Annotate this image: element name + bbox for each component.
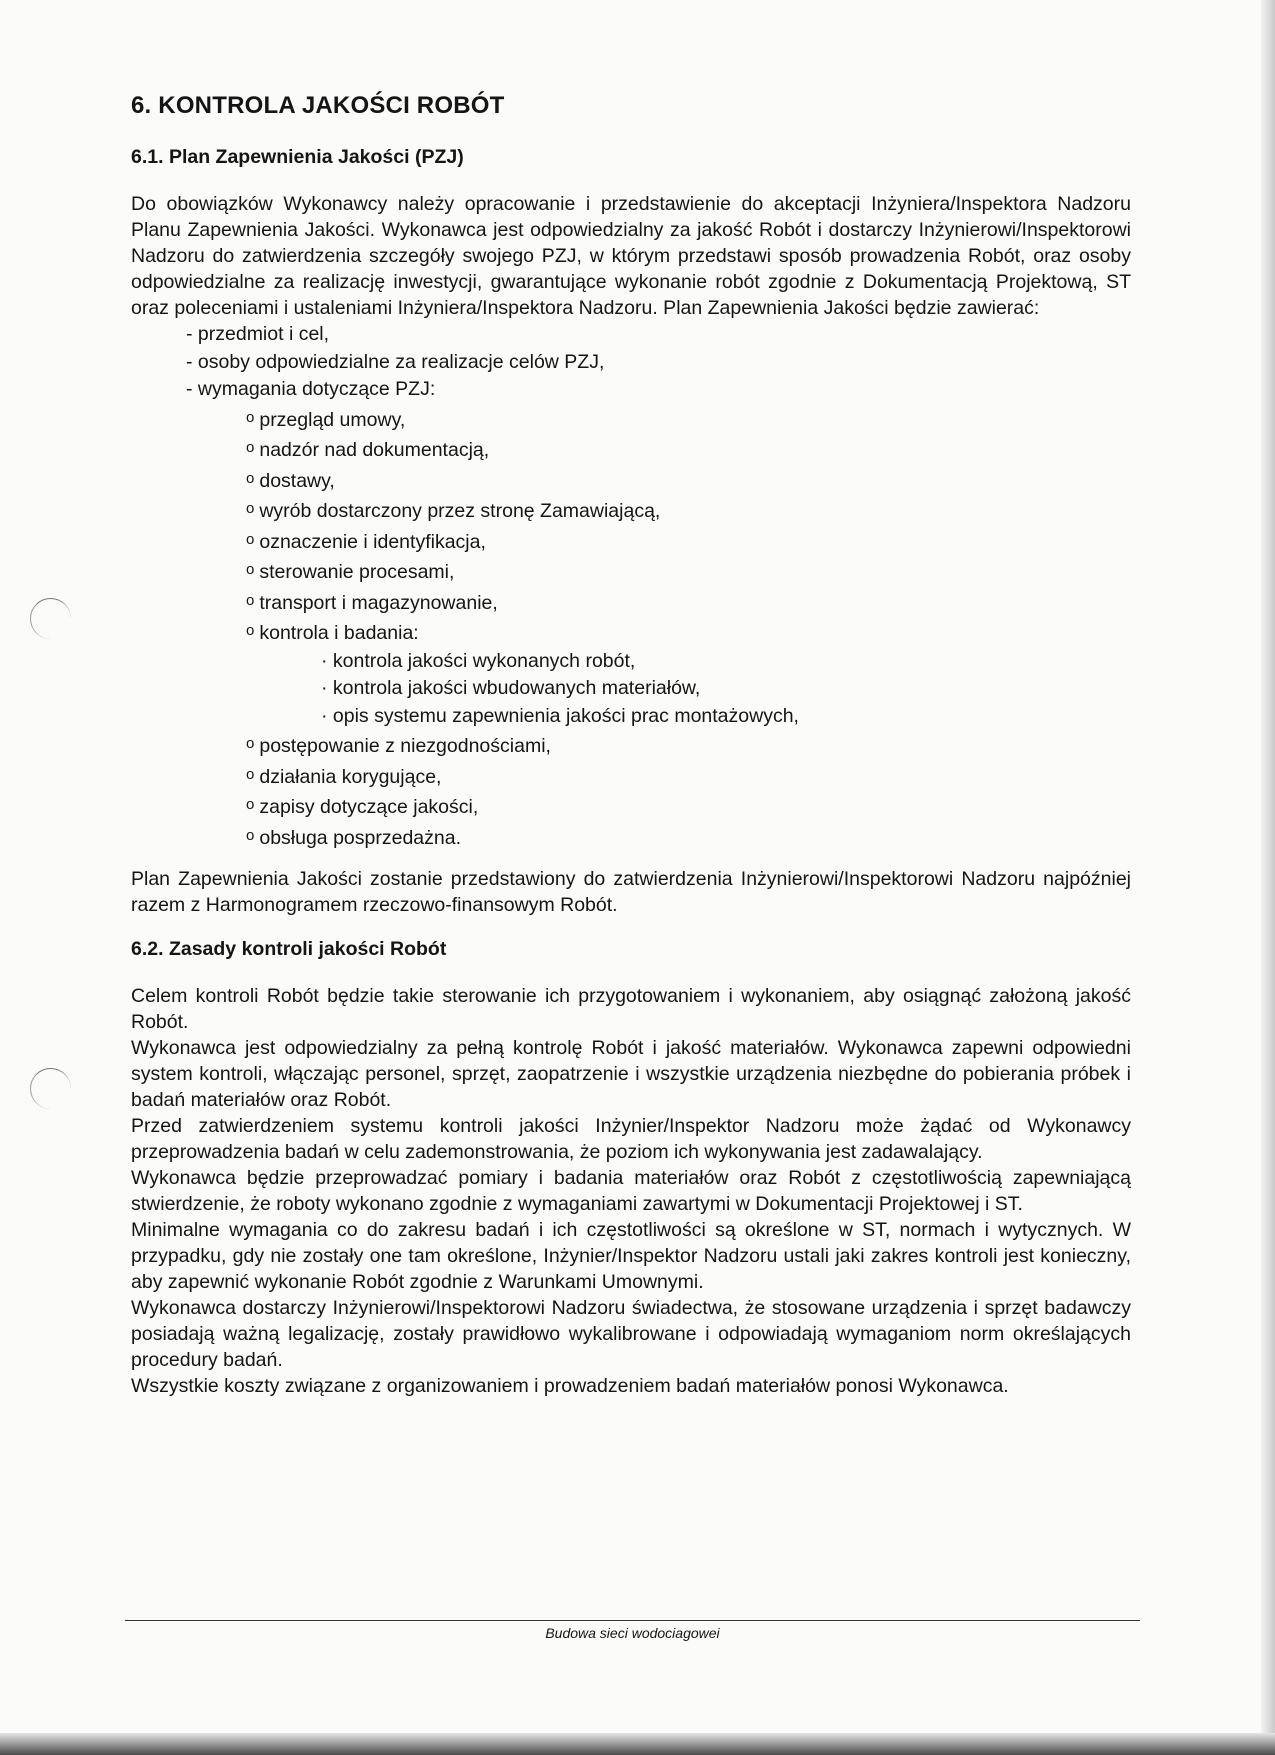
degree-bullet-icon: o	[246, 796, 255, 813]
list-item: $^o$ postępowanie z niezgodnościami,	[246, 735, 551, 757]
list-item: $^o$ transport i magazynowanie,	[246, 591, 498, 614]
document-body	[131, 92, 1131, 1399]
paragraph: Minimalne wymagania co do zakresu badań i ich częstotliwości są określone w ST, normach i wytycznych. W przypadku, gdy nie zostały one tam określone, Inżynier/Inspektor Nadzoru ustali jaki zakres kontroli jest konieczny, aby zapewnić wykonanie Robót zgodnie z Warunkami Umownymi.	[131, 1219, 1131, 1293]
paragraph: Wszystkie koszty związane z organizowaniem i prowadzeniem badań materiałów ponosi Wykonawca.	[131, 1375, 1009, 1397]
degree-bullet-icon: o	[246, 735, 255, 752]
list-item: $^o$ działania korygujące,	[246, 765, 442, 788]
list-item: $^o$ dostawy,	[246, 469, 335, 492]
degree-bullet-icon: o	[246, 469, 255, 487]
degree-bullet-icon: o	[246, 530, 255, 548]
list-item: $^o$ wyrób dostarczony przez stronę Zamawiającą,	[246, 500, 661, 522]
degree-bullet-icon: o	[246, 765, 255, 783]
punch-hole-mark	[30, 598, 71, 639]
degree-bullet-icon: o	[246, 622, 255, 639]
chapter-heading: 6. KONTROLA JAKOŚCI ROBÓT	[131, 92, 505, 119]
degree-bullet-icon: o	[246, 408, 255, 426]
list-item: $^o$ przegląd umowy,	[246, 408, 406, 431]
paragraph: Celem kontroli Robót będzie takie sterowanie ich przygotowaniem i wykonaniem, aby osiągnąć założoną jakość Robót.	[131, 985, 1131, 1033]
degree-bullet-icon: o	[246, 500, 255, 517]
pzj-requirements-list-cont	[131, 730, 1131, 852]
list-item: · kontrola jakości wbudowanych materiałów,	[321, 677, 701, 699]
list-item: $^o$ nadzór nad dokumentacją,	[246, 439, 490, 461]
footer-divider	[125, 1620, 1140, 1621]
scan-bottom-edge	[0, 1733, 1275, 1755]
list-item: · kontrola jakości wykonanych robót,	[321, 649, 636, 672]
paragraph: Wykonawca jest odpowiedzialny za pełną kontrolę Robót i jakość materiałów. Wykonawca zapewni odpowiedni system kontroli, włączając personel, sprzęt, zaopatrzenie i wszystkie urządzenia niezbędne do pobierania próbek i badań materiałów oraz Robót.	[131, 1037, 1131, 1111]
list-item: $^o$ zapisy dotyczące jakości,	[246, 796, 479, 818]
section-6-1-intro: Do obowiązków Wykonawcy należy opracowanie i przedstawienie do akceptacji Inżyniera/Inspektora Nadzoru Planu Zapewnienia Jakości. Wykonawca jest odpowiedzialny za jakość Robót i dostarczy Inżynierowi/Inspektorowi Nadzoru do zatwierdzenia szczegóły swojego PZJ, w którym przedstawi sposób prowadzenia Robót, oraz osoby odpowiedzialne za realizację inwestycji, gwarantujące wykonanie robót zgodnie z Dokumentacją Projektową, ST oraz poleceniami i ustaleniami Inżyniera/Inspektora Nadzoru. Plan Zapewnienia Jakości będzie zawierać:	[131, 193, 1131, 319]
list-item: - osoby odpowiedzialne za realizacje celów PZJ,	[186, 350, 605, 373]
list-item: · opis systemu zapewnienia jakości prac montażowych,	[321, 704, 799, 727]
scan-edge-shadow	[1261, 0, 1275, 1755]
section-title-6-2: 6.2. Zasady kontroli jakości Robót	[131, 938, 447, 960]
degree-bullet-icon: o	[246, 561, 255, 578]
degree-bullet-icon: o	[246, 591, 255, 609]
page-footer: Budowa sieci wodociagowei	[545, 1625, 720, 1641]
pzj-contents-list	[131, 321, 1131, 404]
list-item: $^o$ obsługa posprzedażna.	[246, 826, 461, 849]
list-item: - przedmiot i cel,	[186, 323, 330, 345]
inspection-sublist	[131, 648, 1131, 731]
punch-hole-mark	[30, 1068, 71, 1109]
paragraph: Przed zatwierdzeniem systemu kontroli jakości Inżynier/Inspektor Nadzoru może żądać od Wykonawcy przeprowadzenia badań w celu zademonstrowania, że poziom ich wykonywania jest zadawalający.	[131, 1115, 1131, 1163]
degree-bullet-icon: o	[246, 826, 255, 844]
list-item: $^o$ kontrola i badania:	[246, 622, 419, 644]
list-item: $^o$ sterowanie procesami,	[246, 561, 455, 583]
list-item: - wymagania dotyczące PZJ:	[186, 378, 436, 400]
section-title-6-1: 6.1. Plan Zapewnienia Jakości (PZJ)	[131, 146, 464, 168]
pzj-requirements-list	[131, 404, 1131, 648]
section-6-1-closing: Plan Zapewnienia Jakości zostanie przedstawiony do zatwierdzenia Inżynierowi/Inspektorowi Nadzoru najpóźniej razem z Harmonogramem rzeczowo-finansowym Robót.	[131, 868, 1131, 916]
paragraph: Wykonawca będzie przeprowadzać pomiary i badania materiałów oraz Robót z częstotliwością zapewniającą stwierdzenie, że roboty wykonano zgodnie z wymaganiami zawartymi w Dokumentacji Projektowej i ST.	[131, 1167, 1131, 1215]
list-item: $^o$ oznaczenie i identyfikacja,	[246, 530, 486, 553]
degree-bullet-icon: o	[246, 439, 255, 456]
paragraph: Wykonawca dostarczy Inżynierowi/Inspektorowi Nadzoru świadectwa, że stosowane urządzenia i sprzęt badawczy posiadają ważną legalizację, zostały prawidłowo wykalibrowane i odpowiadają wymaganiom norm określających procedury badań.	[131, 1297, 1131, 1371]
